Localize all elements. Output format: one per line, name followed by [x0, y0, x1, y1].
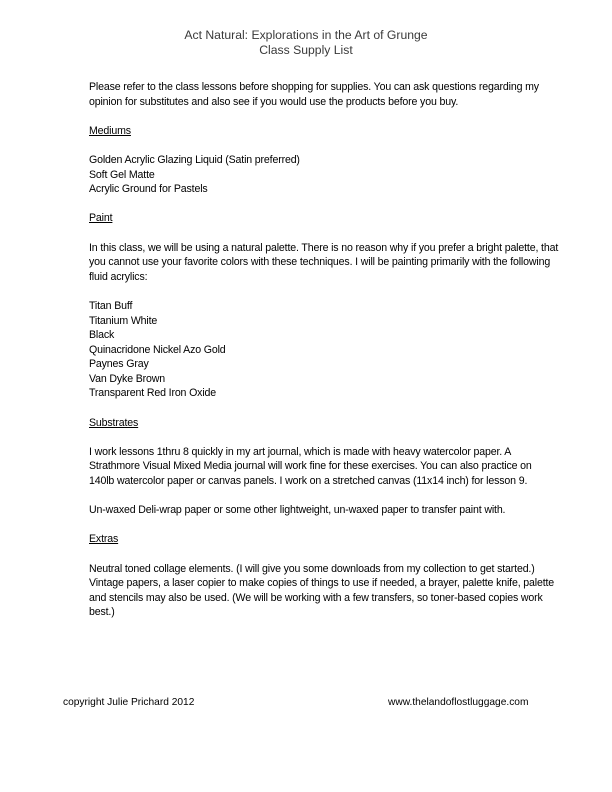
- list-item: Black: [89, 329, 115, 342]
- intro-paragraph: Please refer to the class lessons before shopping for supplies. You can ask questions regarding my opinion for substitutes and also see if you would use the products before you buy.: [89, 81, 539, 108]
- footer-website: www.thelandoflostluggage.com: [388, 697, 529, 708]
- extras-heading: Extras: [89, 533, 119, 546]
- list-item: Titanium White: [89, 314, 158, 327]
- mediums-heading: Mediums: [89, 124, 131, 137]
- paint-list: [89, 299, 559, 401]
- document-title: Act Natural: Explorations in the Art of Grunge: [184, 28, 428, 42]
- deli-wrap-paragraph: Un-waxed Deli-wrap paper or some other lightweight, un-waxed paper to transfer paint with.: [89, 504, 506, 517]
- extras-paragraph: Neutral toned collage elements. (I will give you some downloads from my collection to get started.) Vintage papers, a laser copier to make copies of things to use if needed, a brayer, palette knife, palette and stencils may also be used. (We will be working with a few transfers, so toner-based copies work best.): [89, 562, 555, 619]
- list-item: Quinacridone Nickel Azo Gold: [89, 343, 226, 356]
- paint-paragraph: In this class, we will be using a natural palette. There is no reason why if you prefer a bright palette, that you cannot use your favorite colors with these techniques. I will be painting primarily with the following fluid acrylics:: [89, 241, 559, 283]
- title-block: [0, 28, 612, 58]
- paint-heading: Paint: [89, 212, 113, 225]
- list-item: Paynes Gray: [89, 358, 149, 371]
- mediums-list: [89, 153, 559, 197]
- list-item: Soft Gel Matte: [89, 168, 155, 181]
- list-item: Transparent Red Iron Oxide: [89, 387, 217, 400]
- substrates-paragraph: I work lessons 1thru 8 quickly in my art journal, which is made with heavy watercolor paper. A Strathmore Visual Mixed Media journal will work fine for these exercises. You can also practice on 140lb watercolor paper or canvas panels. I work on a stretched canvas (11x14 inch) for lesson 9.: [89, 445, 532, 488]
- document-body: [89, 80, 559, 635]
- document-subtitle: Class Supply List: [259, 43, 353, 57]
- list-item: Golden Acrylic Glazing Liquid (Satin preferred): [89, 153, 300, 166]
- footer-copyright: copyright Julie Prichard 2012: [63, 697, 195, 708]
- substrates-heading: Substrates: [89, 416, 139, 429]
- list-item: Titan Buff: [89, 299, 133, 312]
- list-item: Van Dyke Brown: [89, 372, 166, 385]
- list-item: Acrylic Ground for Pastels: [89, 183, 208, 196]
